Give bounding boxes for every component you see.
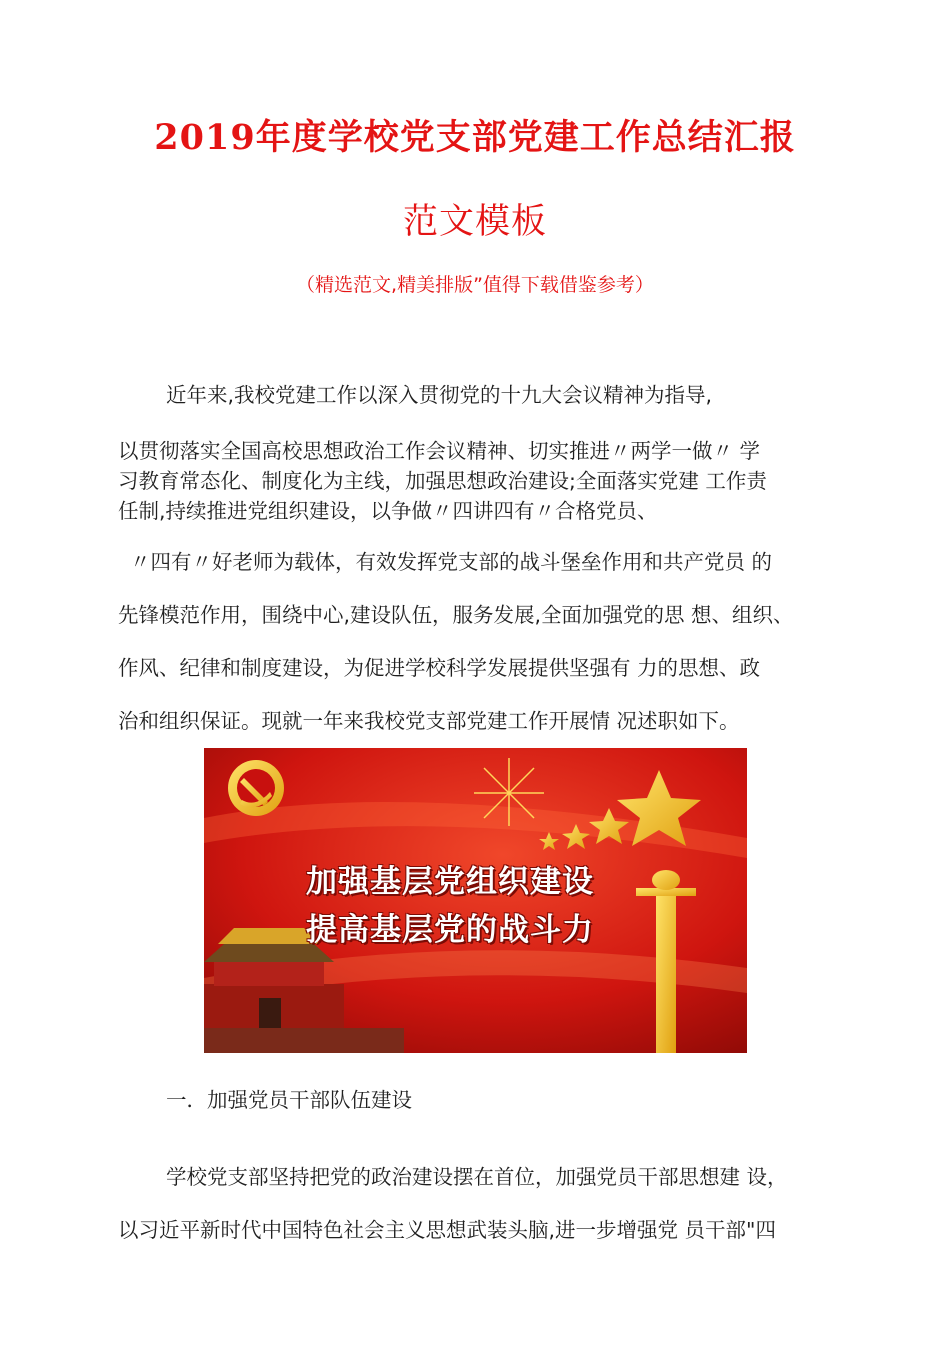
section-heading: 一．加强党员干部队伍建设 bbox=[166, 1088, 412, 1112]
paragraph-line: 治和组织保证。现就一年来我校党支部党建工作开展情 况述职如下。 bbox=[118, 709, 740, 733]
banner-slogan-line1: 加强基层党组织建设 bbox=[306, 864, 594, 900]
party-emblem-icon bbox=[228, 760, 284, 816]
document-subtitle: （精选范文,精美排版”值得下载借鉴参考） bbox=[296, 274, 654, 296]
party-building-banner-image bbox=[204, 748, 747, 1053]
paragraph-line: 以贯彻落实全国高校思想政治工作会议精神、切实推进〃两学一做〃 学 bbox=[118, 439, 761, 463]
paragraph-line: 以习近平新时代中国特色社会主义思想武装头脑,进一步增强党 员干部"四 bbox=[118, 1218, 776, 1242]
paragraph-line: 近年来,我校党建工作以深入贯彻党的十九大会议精神为指导, bbox=[166, 383, 713, 407]
paragraph-line: 〃四有〃好老师为载体，有效发挥党支部的战斗堡垒作用和共产党员 的 bbox=[130, 550, 773, 574]
document-title-line2: 范文模板 bbox=[402, 202, 547, 242]
paragraph-line: 先锋模范作用，围绕中心,建设队伍，服务发展,全面加强党的思 想、组织、 bbox=[118, 603, 794, 627]
paragraph-line: 习教育常态化、制度化为主线，加强思想政治建设;全面落实党建 工作责 bbox=[118, 469, 767, 493]
paragraph-line: 任制,持续推进党组织建设，以争做〃四讲四有〃合格党员、 bbox=[118, 499, 658, 523]
paragraph-line: 学校党支部坚持把党的政治建设摆在首位，加强党员干部思想建 设， bbox=[166, 1165, 788, 1189]
document-title-line1: 2019年度学校党支部党建工作总结汇报 bbox=[154, 117, 796, 158]
paragraph-line: 作风、纪律和制度建设，为促进学校科学发展提供坚强有 力的思想、政 bbox=[118, 656, 761, 680]
banner-slogan-line2: 提高基层党的战斗力 bbox=[306, 912, 594, 948]
